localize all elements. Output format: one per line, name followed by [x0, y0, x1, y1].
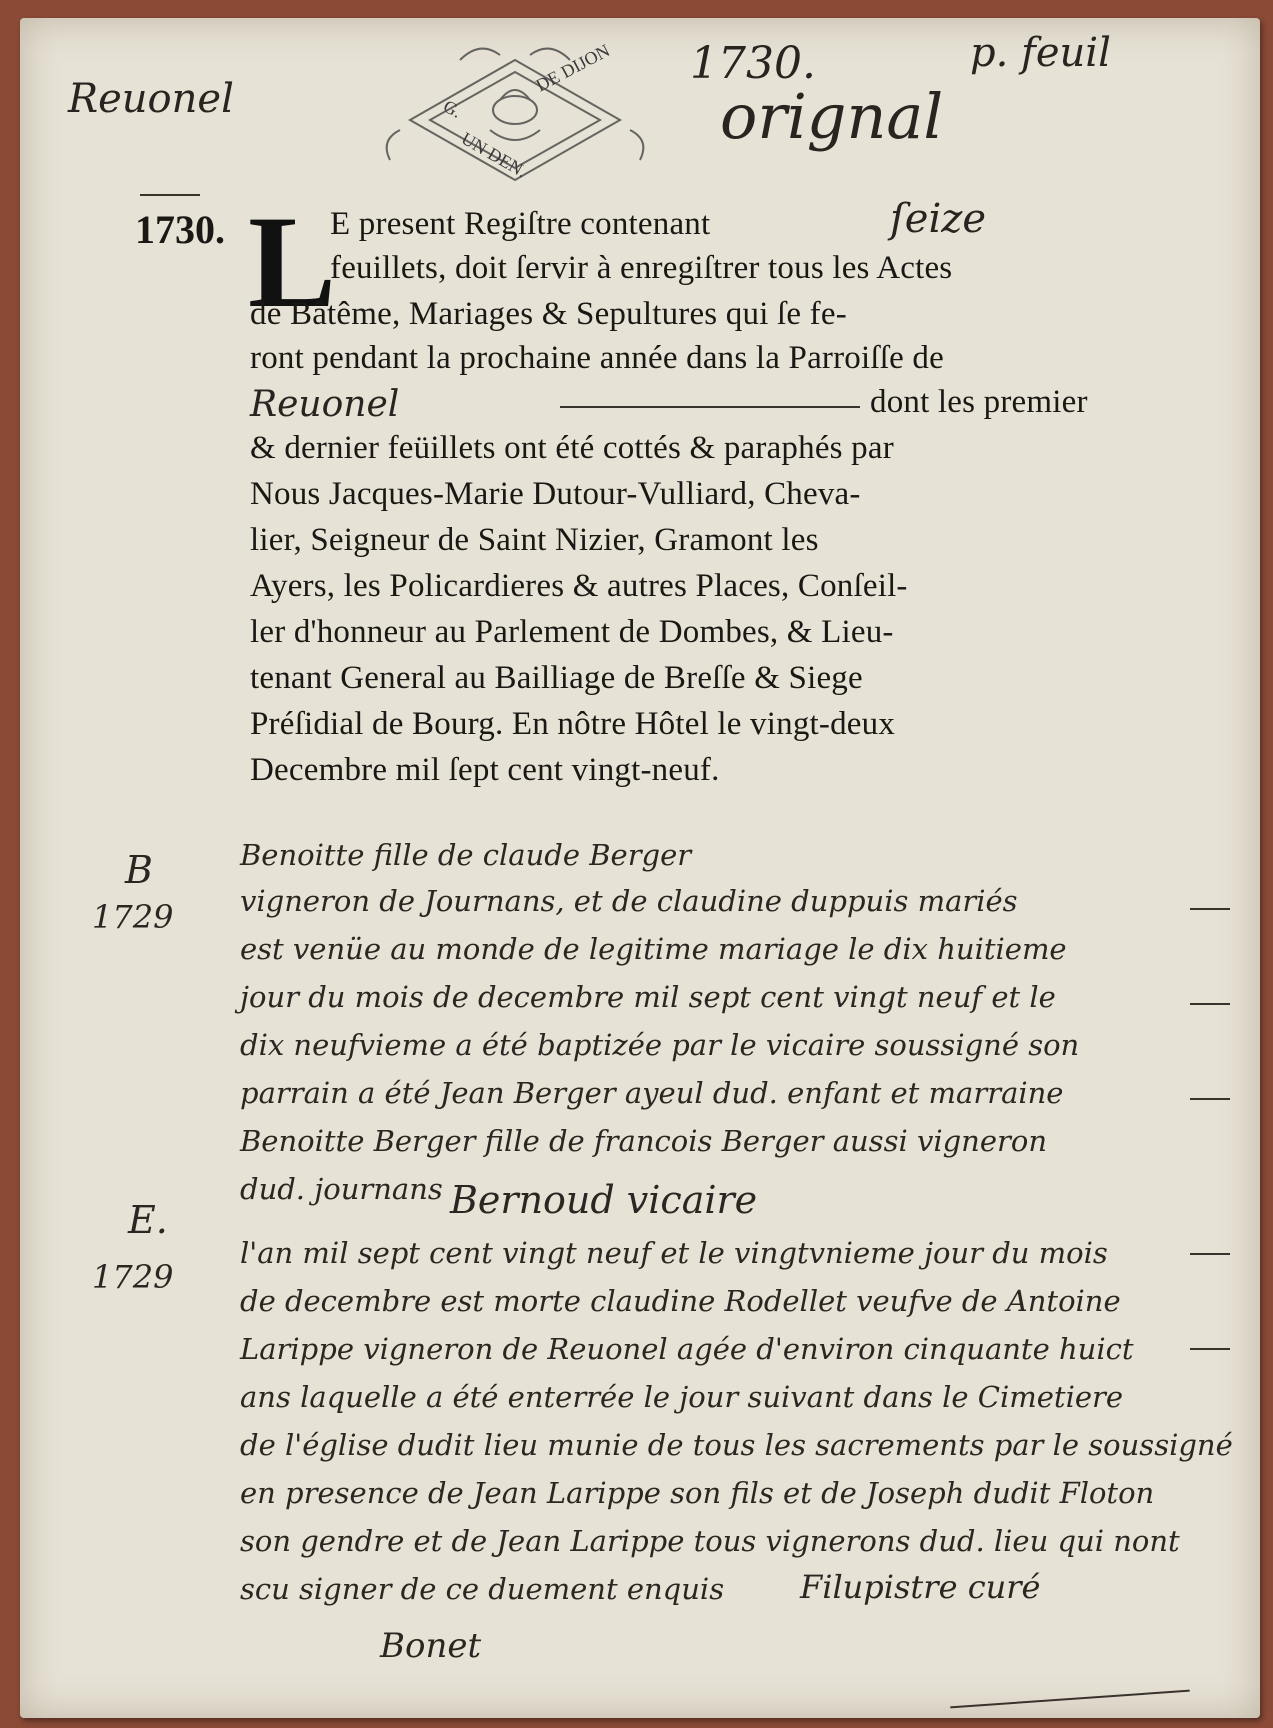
entry-line: l'an mil sept cent vingt neuf et le vingtvnieme jour du mois — [240, 1236, 1108, 1270]
entry-line: scu signer de ce duement enquis — [240, 1572, 725, 1606]
printed-line: Nous Jacques-Marie Dutour-Vulliard, Cheva- — [250, 476, 861, 512]
entry-line: vigneron de Journans, et de claudine duppuis mariés — [240, 884, 1018, 918]
printed-line: E present Regiſtre contenant — [330, 206, 711, 242]
entry-line: de l'église dudit lieu munie de tous les sacrements par le soussigné — [240, 1428, 1233, 1462]
printed-line: Ayers, les Policardieres & autres Places, Conſeil- — [250, 568, 908, 604]
stamp-left-text: G. — [440, 95, 465, 122]
entry-margin-year: 1729 — [92, 1258, 174, 1296]
printed-line: dont les premier — [870, 384, 1088, 420]
entry-line: de decembre est morte claudine Rodellet veufve de Antoine — [240, 1284, 1121, 1318]
entry-line: parrain a été Jean Berger ayeul dud. enfant et marraine — [240, 1076, 1064, 1110]
tax-stamp — [350, 30, 680, 190]
entry-line: Benoitte fille de claude Berger — [240, 838, 692, 872]
drop-capital: L — [248, 188, 337, 335]
printed-year: 1730. — [135, 207, 225, 252]
corner-right-note: p. feuil — [970, 30, 1111, 76]
printed-line: tenant General au Bailliage de Breſſe & Siege — [250, 660, 863, 696]
entry-margin-letter: E. — [128, 1198, 168, 1242]
pen-flourish — [560, 406, 860, 408]
signature-vicaire: Bernoud vicaire — [450, 1178, 758, 1222]
year-top-note: 1730. — [690, 38, 816, 89]
printed-line: de Bâtême, Mariages & Sepultures qui ſe fe- — [250, 296, 847, 332]
entry-line: Larippe vigneron de Reuonel agée d'environ cinquante huict — [240, 1332, 1134, 1366]
corner-left-note: Reuonel — [68, 76, 234, 122]
entry-line: en presence de Jean Larippe son fils et de Joseph dudit Floton — [240, 1476, 1155, 1510]
entry-line: est venüe au monde de legitime mariage le dix huitieme — [240, 932, 1067, 966]
stamp-top-text: DE DIJON — [532, 40, 613, 96]
entry-line: dud. journans — [240, 1172, 443, 1206]
entry-line: jour du mois de decembre mil sept cent vingt neuf et le — [240, 980, 1056, 1014]
entry-margin-year: 1729 — [92, 898, 174, 936]
printed-line: & dernier feüillets ont été cottés & paraphés par — [250, 430, 894, 466]
printed-line: lier, Seigneur de Saint Nizier, Gramont les — [250, 522, 819, 558]
entry-line: Benoitte Berger fille de francois Berger aussi vigneron — [240, 1124, 1048, 1158]
pen-dash — [1190, 1348, 1230, 1350]
pen-flourish — [950, 1690, 1190, 1709]
entry-margin-letter: B — [125, 848, 153, 892]
pen-dash — [1190, 1003, 1230, 1005]
register-page — [20, 18, 1260, 1718]
entry-line: dix neufvieme a été baptizée par le vicaire soussigné son — [240, 1028, 1080, 1062]
stamp-bottom-text: UN DEN. — [458, 128, 531, 182]
orignal-note: orignal — [720, 80, 944, 153]
handwritten-parish: Reuonel — [250, 384, 400, 425]
signature-bonet: Bonet — [380, 1626, 482, 1666]
entry-line: son gendre et de Jean Larippe tous vignerons dud. lieu qui nont — [240, 1524, 1180, 1558]
printed-line: ront pendant la prochaine année dans la Parroiſſe de — [250, 340, 944, 376]
pen-dash — [1190, 1253, 1230, 1255]
handwritten-count: ſeize — [890, 196, 987, 242]
printed-line: ler d'honneur au Parlement de Dombes, & Lieu- — [250, 614, 894, 650]
signature-cure: Filupistre curé — [800, 1568, 1041, 1606]
printed-line: Decembre mil ſept cent vingt-neuf. — [250, 752, 720, 788]
printed-line: Préſidial de Bourg. En nôtre Hôtel le vingt-deux — [250, 706, 896, 742]
pen-dash — [1190, 1098, 1230, 1100]
printed-line: feuillets, doit ſervir à enregiſtrer tous les Actes — [330, 250, 953, 286]
entry-line: ans laquelle a été enterrée le jour suivant dans le Cimetiere — [240, 1380, 1124, 1414]
pen-dash — [1190, 908, 1230, 910]
pen-dash — [140, 194, 200, 196]
